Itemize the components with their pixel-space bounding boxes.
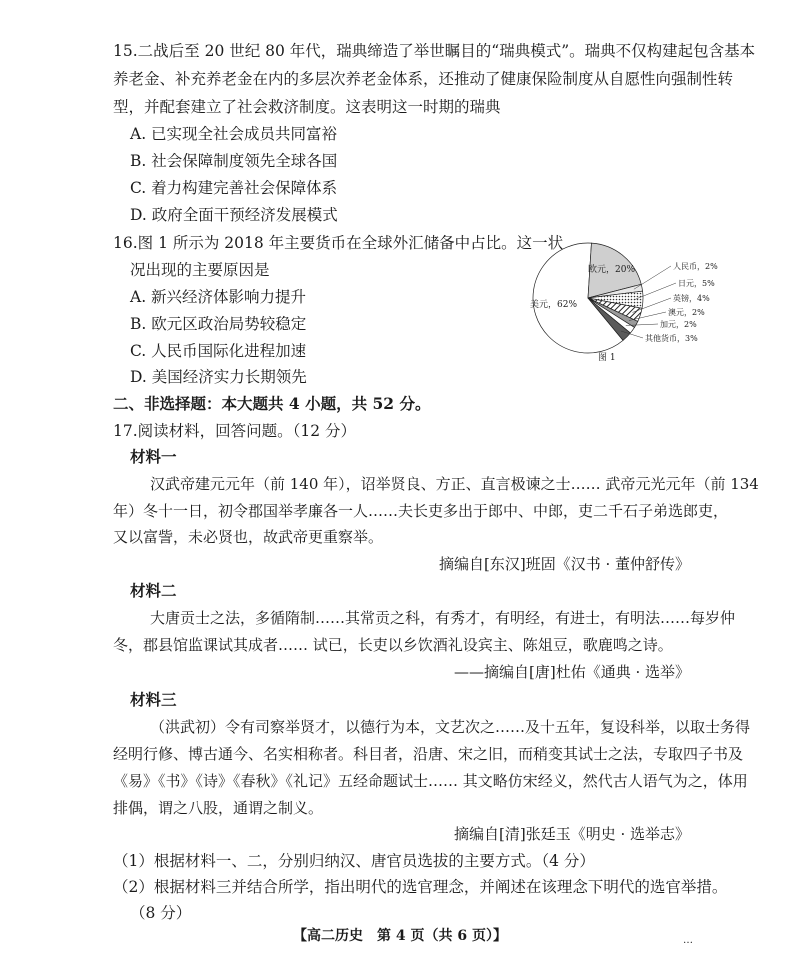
pie-label-cad: 加元，2% bbox=[660, 320, 697, 329]
reserve-currency-pie-chart bbox=[528, 238, 718, 368]
pie-label-other: 其他货币，3% bbox=[645, 334, 698, 343]
material-3-line-4: 排偶，谓之八股，通谓之制义。 bbox=[113, 799, 324, 817]
pie-caption: 图 1 bbox=[598, 353, 616, 363]
material-3-line-2: 经明行修、博古通今、名实相称者。科目者，沿唐、宋之旧，而稍变其试士之法，专取四子书及 bbox=[113, 745, 744, 763]
q17-question-1: （1）根据材料一、二，分别归纳汉、唐官员选拔的主要方式。（4 分） bbox=[113, 852, 595, 870]
material-3-line-3: 《易》《书》《诗》《春秋》《礼记》五经命题试士…… 其文略仿宋经义，然代古人语气为之，体用 bbox=[113, 772, 748, 790]
material-3-label: 材料三 bbox=[130, 690, 177, 709]
q16-stem-line-2: 况出现的主要原因是 bbox=[130, 261, 270, 279]
material-1-line-2: 年）冬十一日，初令郡国举孝廉各一人……夫长吏多出于郎中、中郎，吏二千石子弟选郎吏， bbox=[113, 502, 729, 520]
section-2-heading: 二、非选择题：本大题共 4 小题，共 52 分。 bbox=[113, 394, 431, 413]
q15-option-d: D. 政府全面干预经济发展模式 bbox=[130, 206, 338, 224]
pie-label-eur: 欧元，20% bbox=[588, 265, 636, 275]
q15-stem-line-1: 15.二战后至 20 世纪 80 年代，瑞典缔造了举世瞩目的“瑞典模式”。瑞典不仅构建起包含基本 bbox=[113, 42, 756, 60]
q17-title: 17.阅读材料，回答问题。（12 分） bbox=[113, 422, 357, 440]
material-2-line-2: 冬，郡县馆监课试其成者…… 试已，长吏以乡饮酒礼设宾主、陈俎豆，歌鹿鸣之诗。 bbox=[113, 636, 673, 654]
q15-stem-line-2: 养老金、补充养老金在内的多层次养老金体系，还推动了健康保险制度从自愿性向强制性转 bbox=[113, 70, 734, 88]
q16-stem-line-1: 16.图 1 所示为 2018 年主要货币在全球外汇储备中占比。这一状 bbox=[113, 234, 564, 252]
material-1-line-1: 汉武帝建元元年（前 140 年），诏举贤良、方正、直言极谏之士…… 武帝元光元年（前 134 bbox=[150, 475, 759, 493]
q17-question-2: （2）根据材料三并结合所学，指出明代的选官理念，并阐述在该理念下明代的选官举措。 bbox=[113, 878, 728, 896]
material-2-line-1: 大唐贡士之法，多循隋制……其常贡之科，有秀才，有明经，有进士，有明法……每岁仲 bbox=[150, 609, 736, 627]
material-1-line-3: 又以富訾，未必贤也，故武帝更重察举。 bbox=[113, 528, 384, 546]
material-2-source: ——摘编自[唐]杜佑《通典 · 选举》 bbox=[453, 663, 690, 681]
material-2-label: 材料二 bbox=[130, 581, 177, 600]
q15-option-b: B. 社会保障制度领先全球各国 bbox=[130, 152, 338, 170]
material-1-source: 摘编自[东汉]班固《汉书 · 董仲舒传》 bbox=[438, 555, 690, 573]
pie-label-gbp: 英镑，4% bbox=[673, 294, 710, 303]
q15-option-a: A. 已实现全社会成员共同富裕 bbox=[130, 125, 338, 143]
q16-option-d: D. 美国经济实力长期领先 bbox=[130, 368, 307, 386]
q16-option-b: B. 欧元区政治局势较稳定 bbox=[130, 315, 307, 333]
q17-question-2-points: （8 分） bbox=[130, 904, 192, 922]
page-footer: 【高二历史 第 4 页（共 6 页）】 bbox=[293, 928, 507, 944]
material-3-source: 摘编自[清]张廷玉《明史 · 选举志》 bbox=[453, 825, 690, 843]
pie-label-usd: 美元，62% bbox=[530, 300, 578, 310]
material-1-label: 材料一 bbox=[130, 447, 177, 466]
q16-option-a: A. 新兴经济体影响力提升 bbox=[130, 288, 307, 306]
q15-stem-line-3: 型，并配套建立了社会救济制度。这表明这一时期的瑞典 bbox=[113, 98, 501, 116]
material-3-line-1: （洪武初）令有司察举贤才，以德行为本，文艺次之……及十五年，复设科举，以取士务得 bbox=[150, 718, 751, 736]
pie-label-aud: 澳元，2% bbox=[668, 308, 705, 317]
corner-mark: … bbox=[683, 935, 693, 946]
pie-label-jpy: 日元，5% bbox=[678, 279, 715, 288]
q15-option-c: C. 着力构建完善社会保障体系 bbox=[130, 179, 338, 197]
q16-option-c: C. 人民币国际化进程加速 bbox=[130, 342, 307, 360]
pie-label-cny: 人民币，2% bbox=[673, 262, 718, 271]
